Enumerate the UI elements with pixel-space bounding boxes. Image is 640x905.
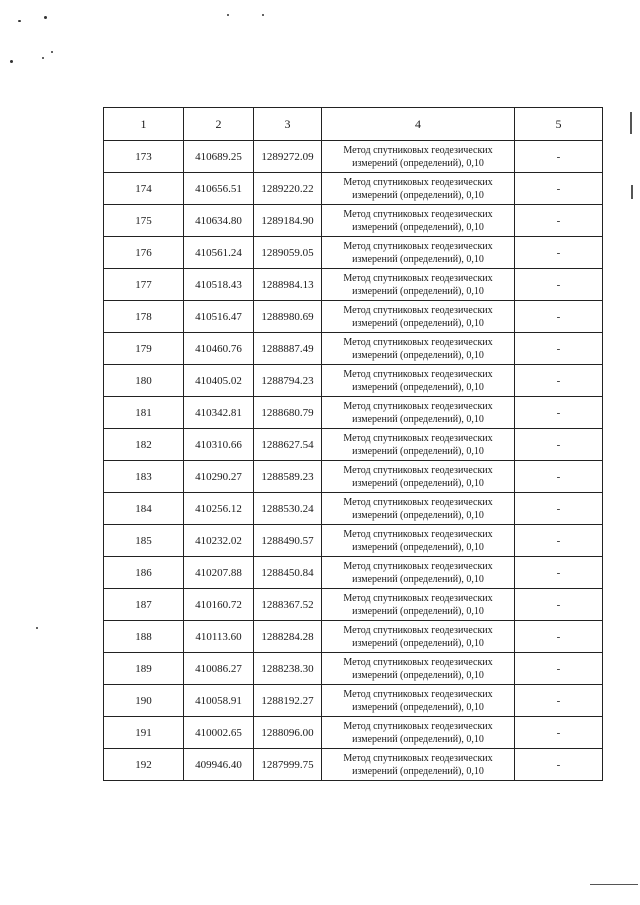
method-cell — [322, 429, 515, 461]
method-cell — [322, 461, 515, 493]
x-coordinate-cell: 410405.02 — [184, 365, 254, 397]
method-text-line2: измерений (определений), 0,10 — [352, 733, 484, 745]
scan-speck — [227, 14, 229, 16]
table-row — [104, 269, 603, 301]
column5-cell: - — [515, 685, 603, 717]
y-coordinate-cell: 1288680.79 — [254, 397, 322, 429]
method-text-line2: измерений (определений), 0,10 — [352, 637, 484, 649]
x-coordinate-cell: 410160.72 — [184, 589, 254, 621]
table-header-row — [104, 108, 603, 141]
x-coordinate-cell: 410256.12 — [184, 493, 254, 525]
y-coordinate-cell: 1288192.27 — [254, 685, 322, 717]
method-text-line2: измерений (определений), 0,10 — [352, 349, 484, 361]
scan-speck — [262, 14, 264, 16]
method-text-line2: измерений (определений), 0,10 — [352, 221, 484, 233]
x-coordinate-cell: 410310.66 — [184, 429, 254, 461]
x-coordinate-cell: 410290.27 — [184, 461, 254, 493]
method-cell — [322, 525, 515, 557]
x-coordinate-cell: 410207.88 — [184, 557, 254, 589]
table-row — [104, 461, 603, 493]
x-coordinate-cell: 410113.60 — [184, 621, 254, 653]
method-text-line2: измерений (определений), 0,10 — [352, 445, 484, 457]
column5-cell: - — [515, 493, 603, 525]
method-text-line1: Метод спутниковых геодезических — [343, 400, 493, 412]
point-number-cell: 184 — [104, 493, 184, 525]
header-cell: 2 — [184, 108, 254, 141]
point-number-cell: 174 — [104, 173, 184, 205]
table-row — [104, 301, 603, 333]
table-body — [104, 141, 603, 781]
y-coordinate-cell: 1288980.69 — [254, 301, 322, 333]
method-text-line2: измерений (определений), 0,10 — [352, 413, 484, 425]
method-text-line1: Метод спутниковых геодезических — [343, 656, 493, 668]
method-cell — [322, 685, 515, 717]
table-row — [104, 557, 603, 589]
table-row — [104, 365, 603, 397]
column5-cell: - — [515, 365, 603, 397]
method-text-line2: измерений (определений), 0,10 — [352, 285, 484, 297]
column5-cell: - — [515, 557, 603, 589]
x-coordinate-cell: 410002.65 — [184, 717, 254, 749]
column5-cell: - — [515, 717, 603, 749]
table-row — [104, 589, 603, 621]
x-coordinate-cell: 410518.43 — [184, 269, 254, 301]
method-text-line2: измерений (определений), 0,10 — [352, 765, 484, 777]
method-cell — [322, 141, 515, 173]
x-coordinate-cell: 410232.02 — [184, 525, 254, 557]
column5-cell: - — [515, 621, 603, 653]
column5-cell: - — [515, 237, 603, 269]
x-coordinate-cell: 410634.80 — [184, 205, 254, 237]
column5-cell: - — [515, 429, 603, 461]
table-row — [104, 685, 603, 717]
header-cell: 4 — [322, 108, 515, 141]
method-cell — [322, 205, 515, 237]
header-cell: 5 — [515, 108, 603, 141]
y-coordinate-cell: 1288367.52 — [254, 589, 322, 621]
method-text-line2: измерений (определений), 0,10 — [352, 189, 484, 201]
x-coordinate-cell: 410656.51 — [184, 173, 254, 205]
method-text-line1: Метод спутниковых геодезических — [343, 560, 493, 572]
table-row — [104, 621, 603, 653]
table-row — [104, 429, 603, 461]
table-row — [104, 493, 603, 525]
header-cell: 3 — [254, 108, 322, 141]
x-coordinate-cell: 409946.40 — [184, 749, 254, 781]
method-text-line2: измерений (определений), 0,10 — [352, 541, 484, 553]
point-number-cell: 192 — [104, 749, 184, 781]
x-coordinate-cell: 410689.25 — [184, 141, 254, 173]
y-coordinate-cell: 1288238.30 — [254, 653, 322, 685]
method-text-line1: Метод спутниковых геодезических — [343, 272, 493, 284]
table-row — [104, 173, 603, 205]
method-text-line1: Метод спутниковых геодезических — [343, 144, 493, 156]
table-row — [104, 717, 603, 749]
method-cell — [322, 557, 515, 589]
x-coordinate-cell: 410516.47 — [184, 301, 254, 333]
column5-cell: - — [515, 749, 603, 781]
method-text-line2: измерений (определений), 0,10 — [352, 157, 484, 169]
column5-cell: - — [515, 461, 603, 493]
method-text-line1: Метод спутниковых геодезических — [343, 624, 493, 636]
method-text-line2: измерений (определений), 0,10 — [352, 509, 484, 521]
x-coordinate-cell: 410342.81 — [184, 397, 254, 429]
method-text-line2: измерений (определений), 0,10 — [352, 701, 484, 713]
column5-cell: - — [515, 333, 603, 365]
table-row — [104, 653, 603, 685]
method-text-line1: Метод спутниковых геодезических — [343, 336, 493, 348]
method-cell — [322, 717, 515, 749]
y-coordinate-cell: 1288450.84 — [254, 557, 322, 589]
column5-cell: - — [515, 269, 603, 301]
point-number-cell: 183 — [104, 461, 184, 493]
scan-edge-mark — [590, 884, 638, 885]
point-number-cell: 188 — [104, 621, 184, 653]
method-text-line2: измерений (определений), 0,10 — [352, 477, 484, 489]
y-coordinate-cell: 1288284.28 — [254, 621, 322, 653]
method-cell — [322, 589, 515, 621]
column5-cell: - — [515, 141, 603, 173]
y-coordinate-cell: 1288984.13 — [254, 269, 322, 301]
x-coordinate-cell: 410086.27 — [184, 653, 254, 685]
point-number-cell: 178 — [104, 301, 184, 333]
scan-speck — [51, 51, 53, 53]
method-text-line1: Метод спутниковых геодезических — [343, 592, 493, 604]
method-text-line1: Метод спутниковых геодезических — [343, 304, 493, 316]
table-row — [104, 333, 603, 365]
method-text-line1: Метод спутниковых геодезических — [343, 176, 493, 188]
scan-edge-mark — [630, 112, 632, 134]
table-row — [104, 237, 603, 269]
scan-speck — [10, 60, 13, 63]
method-text-line1: Метод спутниковых геодезических — [343, 432, 493, 444]
column5-cell: - — [515, 653, 603, 685]
x-coordinate-cell: 410460.76 — [184, 333, 254, 365]
coordinates-table — [103, 107, 603, 781]
method-text-line1: Метод спутниковых геодезических — [343, 720, 493, 732]
y-coordinate-cell: 1288887.49 — [254, 333, 322, 365]
point-number-cell: 177 — [104, 269, 184, 301]
y-coordinate-cell: 1288589.23 — [254, 461, 322, 493]
method-cell — [322, 333, 515, 365]
point-number-cell: 176 — [104, 237, 184, 269]
scan-speck — [44, 16, 47, 19]
method-text-line2: измерений (определений), 0,10 — [352, 253, 484, 265]
method-cell — [322, 173, 515, 205]
table-row — [104, 141, 603, 173]
point-number-cell: 182 — [104, 429, 184, 461]
point-number-cell: 173 — [104, 141, 184, 173]
method-text-line2: измерений (определений), 0,10 — [352, 317, 484, 329]
y-coordinate-cell: 1288794.23 — [254, 365, 322, 397]
point-number-cell: 186 — [104, 557, 184, 589]
x-coordinate-cell: 410058.91 — [184, 685, 254, 717]
point-number-cell: 187 — [104, 589, 184, 621]
method-text-line1: Метод спутниковых геодезических — [343, 240, 493, 252]
method-cell — [322, 301, 515, 333]
column5-cell: - — [515, 525, 603, 557]
point-number-cell: 180 — [104, 365, 184, 397]
point-number-cell: 175 — [104, 205, 184, 237]
y-coordinate-cell: 1288530.24 — [254, 493, 322, 525]
y-coordinate-cell: 1289059.05 — [254, 237, 322, 269]
method-text-line1: Метод спутниковых геодезических — [343, 368, 493, 380]
table-row — [104, 205, 603, 237]
method-cell — [322, 269, 515, 301]
point-number-cell: 185 — [104, 525, 184, 557]
point-number-cell: 189 — [104, 653, 184, 685]
point-number-cell: 181 — [104, 397, 184, 429]
y-coordinate-cell: 1287999.75 — [254, 749, 322, 781]
scan-edge-mark — [631, 185, 633, 199]
method-cell — [322, 237, 515, 269]
y-coordinate-cell: 1288490.57 — [254, 525, 322, 557]
column5-cell: - — [515, 301, 603, 333]
point-number-cell: 179 — [104, 333, 184, 365]
table-row — [104, 749, 603, 781]
method-text-line1: Метод спутниковых геодезических — [343, 464, 493, 476]
y-coordinate-cell: 1289184.90 — [254, 205, 322, 237]
y-coordinate-cell: 1289272.09 — [254, 141, 322, 173]
method-cell — [322, 365, 515, 397]
method-cell — [322, 749, 515, 781]
table-row — [104, 525, 603, 557]
x-coordinate-cell: 410561.24 — [184, 237, 254, 269]
method-text-line1: Метод спутниковых геодезических — [343, 496, 493, 508]
method-cell — [322, 397, 515, 429]
method-text-line2: измерений (определений), 0,10 — [352, 381, 484, 393]
column5-cell: - — [515, 205, 603, 237]
method-text-line1: Метод спутниковых геодезических — [343, 208, 493, 220]
point-number-cell: 190 — [104, 685, 184, 717]
column5-cell: - — [515, 397, 603, 429]
method-text-line1: Метод спутниковых геодезических — [343, 752, 493, 764]
method-text-line1: Метод спутниковых геодезических — [343, 528, 493, 540]
method-text-line2: измерений (определений), 0,10 — [352, 605, 484, 617]
column5-cell: - — [515, 589, 603, 621]
method-cell — [322, 493, 515, 525]
method-cell — [322, 653, 515, 685]
scan-speck — [18, 20, 21, 22]
header-cell: 1 — [104, 108, 184, 141]
method-text-line2: измерений (определений), 0,10 — [352, 573, 484, 585]
scan-speck — [36, 627, 38, 629]
point-number-cell: 191 — [104, 717, 184, 749]
y-coordinate-cell: 1288096.00 — [254, 717, 322, 749]
method-text-line1: Метод спутниковых геодезических — [343, 688, 493, 700]
y-coordinate-cell: 1288627.54 — [254, 429, 322, 461]
column5-cell: - — [515, 173, 603, 205]
method-cell — [322, 621, 515, 653]
y-coordinate-cell: 1289220.22 — [254, 173, 322, 205]
scan-speck — [42, 57, 44, 59]
method-text-line2: измерений (определений), 0,10 — [352, 669, 484, 681]
table-row — [104, 397, 603, 429]
